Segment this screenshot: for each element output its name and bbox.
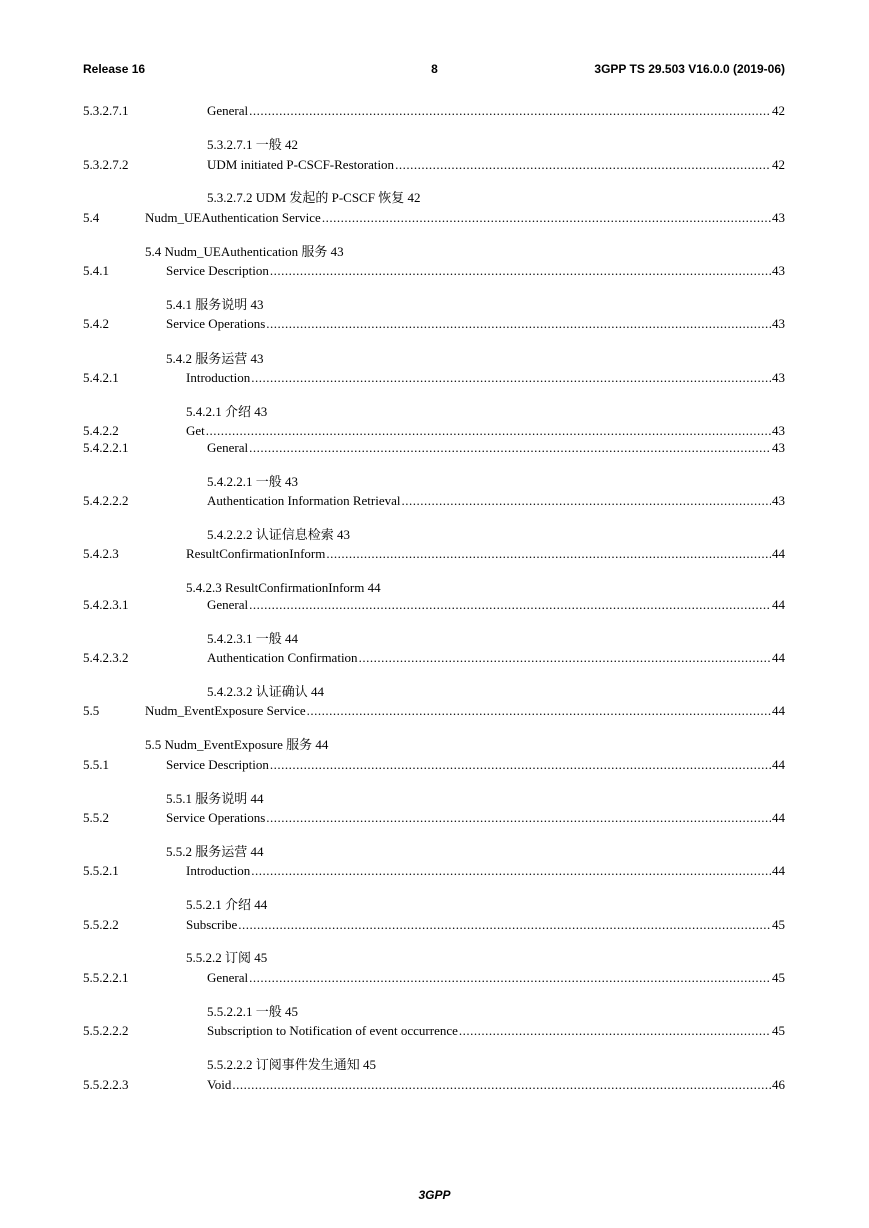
toc-page-number: 43 — [772, 370, 785, 385]
toc-dot-leader — [270, 757, 771, 773]
toc-page-number: 44 — [772, 810, 785, 825]
toc-entry-link[interactable] — [207, 1023, 785, 1039]
toc-dot-leader — [249, 970, 771, 986]
toc-page-number: 45 — [772, 917, 785, 932]
toc-page-number: 45 — [772, 970, 785, 985]
toc-dot-leader — [251, 370, 771, 386]
toc-translation: 5.4.2.1 介绍 43 — [186, 404, 268, 419]
toc-section-number: 5.4.2.2.1 — [83, 440, 129, 455]
toc-title: General — [207, 440, 249, 455]
toc-entry-link[interactable] — [207, 103, 785, 119]
toc-translation: 5.4 Nudm_UEAuthentication 服务 43 — [145, 244, 344, 259]
toc-section-number: 5.5.2.2.1 — [83, 970, 129, 985]
toc-entry-link[interactable] — [186, 917, 785, 933]
toc-section-number: 5.5.1 — [83, 757, 109, 772]
toc-row[interactable] — [0, 970, 869, 986]
toc-page-number: 44 — [772, 757, 785, 772]
toc-page-number: 44 — [772, 703, 785, 718]
toc-title: Introduction — [186, 863, 251, 878]
toc-page-number: 44 — [772, 863, 785, 878]
toc-dot-leader — [249, 440, 771, 456]
toc-entry-link[interactable] — [186, 546, 785, 562]
toc-section-number: 5.5.2 — [83, 810, 109, 825]
toc-section-number: 5.4.2.3.2 — [83, 650, 129, 665]
toc-dot-leader — [249, 103, 771, 119]
toc-row[interactable] — [0, 597, 869, 613]
header-page-number: 8 — [431, 62, 438, 76]
toc-row[interactable] — [0, 650, 869, 666]
toc-section-number: 5.3.2.7.1 — [83, 103, 129, 118]
toc-section-number: 5.4.2.3 — [83, 546, 119, 561]
toc-entry-link[interactable] — [166, 810, 785, 826]
toc-section-number: 5.4.2.3.1 — [83, 597, 129, 612]
toc-dot-leader — [326, 546, 771, 562]
toc-section-number: 5.5.2.2.2 — [83, 1023, 129, 1038]
toc-dot-leader — [206, 423, 771, 439]
toc-title: Authentication Information Retrieval — [207, 493, 401, 508]
toc-dot-leader — [402, 493, 772, 509]
toc-row[interactable] — [0, 757, 869, 773]
toc-dot-leader — [307, 703, 771, 719]
toc-dot-leader — [395, 157, 771, 173]
toc-dot-leader — [359, 650, 771, 666]
toc-translation: 5.5.2.1 介绍 44 — [186, 897, 268, 912]
toc-dot-leader — [238, 917, 771, 933]
toc-title: Nudm_EventExposure Service — [145, 703, 306, 718]
toc-row[interactable] — [0, 316, 869, 332]
toc-title: General — [207, 597, 249, 612]
toc-translation: 5.3.2.7.1 一般 42 — [207, 137, 299, 152]
toc-title: General — [207, 103, 249, 118]
toc-entry-link[interactable] — [186, 370, 785, 386]
toc-page-number: 43 — [772, 263, 785, 278]
toc-entry-link[interactable] — [207, 493, 785, 509]
toc-title: Subscribe — [186, 917, 238, 932]
toc-row[interactable] — [0, 263, 869, 279]
toc-row[interactable] — [0, 157, 869, 173]
toc-page-number: 42 — [772, 103, 785, 118]
toc-row[interactable] — [0, 917, 869, 933]
toc-title: Service Description — [166, 263, 269, 278]
toc-translation: 5.5.2.2 订阅 45 — [186, 950, 268, 965]
toc-page-number: 43 — [772, 316, 785, 331]
toc-row[interactable] — [0, 210, 869, 226]
toc-page-number: 44 — [772, 650, 785, 665]
toc-page-number: 45 — [772, 1023, 785, 1038]
toc-entry-link[interactable] — [186, 863, 785, 879]
toc-row[interactable] — [0, 493, 869, 509]
toc-entry-link[interactable] — [207, 650, 785, 666]
toc-translation: 5.5.2.2.2 订阅事件发生通知 45 — [207, 1057, 377, 1072]
toc-title: UDM initiated P-CSCF-Restoration — [207, 157, 395, 172]
toc-section-number: 5.4 — [83, 210, 100, 225]
toc-entry-link[interactable] — [207, 1077, 785, 1093]
toc-dot-leader — [249, 597, 771, 613]
toc-section-number: 5.5.2.1 — [83, 863, 119, 878]
toc-title: ResultConfirmationInform — [186, 546, 326, 561]
toc-translation: 5.5 Nudm_EventExposure 服务 44 — [145, 737, 329, 752]
toc-section-number: 5.4.2.2 — [83, 423, 119, 438]
toc-row[interactable] — [0, 1077, 869, 1093]
toc-page-number: 43 — [772, 493, 785, 508]
toc-entry-link[interactable] — [145, 210, 785, 226]
toc-page-number: 44 — [772, 597, 785, 612]
toc-translation: 5.4.1 服务说明 43 — [166, 297, 264, 312]
toc-page-number: 43 — [772, 440, 785, 455]
toc-entry-link[interactable] — [145, 703, 785, 719]
toc-row[interactable] — [0, 423, 869, 439]
toc-entry-link[interactable] — [207, 597, 785, 613]
toc-dot-leader — [270, 263, 771, 279]
toc-entry-link[interactable] — [186, 423, 785, 439]
toc-page-number: 43 — [772, 210, 785, 225]
toc-translation: 5.3.2.7.2 UDM 发起的 P-CSCF 恢复 42 — [207, 190, 421, 205]
toc-translation: 5.4.2.3.2 认证确认 44 — [207, 684, 325, 699]
toc-translation: 5.4.2.3 ResultConfirmationInform 44 — [186, 580, 381, 595]
toc-entry-link[interactable] — [166, 757, 785, 773]
toc-row[interactable] — [0, 863, 869, 879]
toc-section-number: 5.5 — [83, 703, 100, 718]
toc-title: Nudm_UEAuthentication Service — [145, 210, 321, 225]
toc-title: General — [207, 970, 249, 985]
toc-title: Service Operations — [166, 316, 266, 331]
toc-row[interactable] — [0, 370, 869, 386]
toc-title: Service Description — [166, 757, 269, 772]
toc-title: Get — [186, 423, 205, 438]
toc-title: Service Operations — [166, 810, 266, 825]
toc-row[interactable] — [0, 440, 869, 456]
toc-translation: 5.4.2.2.2 认证信息检索 43 — [207, 527, 351, 542]
toc-entry-link[interactable] — [166, 316, 785, 332]
toc-page-number: 43 — [772, 423, 785, 438]
toc-title: Void — [207, 1077, 232, 1092]
toc-dot-leader — [232, 1077, 771, 1093]
toc-translation: 5.5.2 服务运营 44 — [166, 844, 264, 859]
toc-row[interactable] — [0, 546, 869, 562]
toc-row[interactable] — [0, 103, 869, 119]
toc-page-number: 42 — [772, 157, 785, 172]
toc-section-number: 5.5.2.2 — [83, 917, 119, 932]
toc-dot-leader — [266, 316, 771, 332]
header-spec: 3GPP TS 29.503 V16.0.0 (2019-06) — [594, 62, 785, 76]
toc-dot-leader — [266, 810, 771, 826]
toc-entry-link[interactable] — [207, 157, 785, 173]
toc-translation: 5.5.2.2.1 一般 45 — [207, 1004, 299, 1019]
toc-title: Authentication Confirmation — [207, 650, 358, 665]
toc-section-number: 5.4.2 — [83, 316, 109, 331]
toc-section-number: 5.3.2.7.2 — [83, 157, 129, 172]
toc-section-number: 5.4.1 — [83, 263, 109, 278]
toc-dot-leader — [322, 210, 771, 226]
toc-translation: 5.5.1 服务说明 44 — [166, 791, 264, 806]
toc-section-number: 5.4.2.2.2 — [83, 493, 129, 508]
toc-entry-link[interactable] — [207, 970, 785, 986]
toc-section-number: 5.5.2.2.3 — [83, 1077, 129, 1092]
toc-dot-leader — [251, 863, 771, 879]
header-release: Release 16 — [83, 62, 146, 76]
toc-title: Subscription to Notification of event occurrence — [207, 1023, 458, 1038]
toc-translation: 5.4.2.2.1 一般 43 — [207, 474, 299, 489]
toc-entry-link[interactable] — [207, 440, 785, 456]
toc-dot-leader — [459, 1023, 771, 1039]
toc-row[interactable] — [0, 1023, 869, 1039]
toc-translation: 5.4.2.3.1 一般 44 — [207, 631, 299, 646]
toc-page-number: 46 — [772, 1077, 785, 1092]
toc-row[interactable] — [0, 703, 869, 719]
toc-section-number: 5.4.2.1 — [83, 370, 119, 385]
toc-translation: 5.4.2 服务运营 43 — [166, 351, 264, 366]
toc-entry-link[interactable] — [166, 263, 785, 279]
toc-title: Introduction — [186, 370, 251, 385]
toc-row[interactable] — [0, 810, 869, 826]
footer-3gpp: 3GPP — [418, 1188, 451, 1202]
toc-page-number: 44 — [772, 546, 785, 561]
